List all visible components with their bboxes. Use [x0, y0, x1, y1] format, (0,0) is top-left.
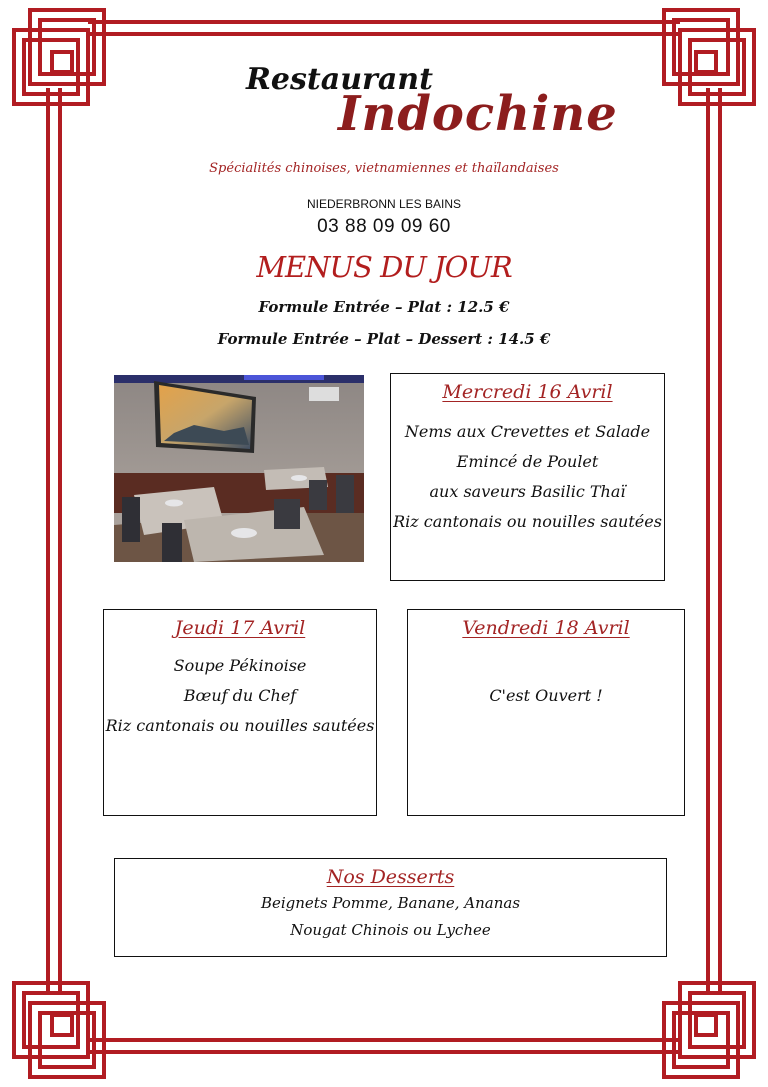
formule-entree-plat-dessert: Formule Entrée – Plat – Dessert : 14.5 €: [217, 330, 551, 348]
menu-item: Nems aux Crevettes et Salade: [404, 422, 651, 441]
day-title: Mercredi 16 Avril: [442, 381, 613, 403]
day-title: Jeudi 17 Avril: [174, 617, 306, 639]
logo-indochine-word: Indochine: [338, 86, 618, 142]
city-name: NIEDERBRONN LES BAINS: [306, 197, 462, 211]
menu-item: Riz cantonais ou nouilles sautées: [393, 512, 662, 531]
menus-title: MENUS DU JOUR: [256, 250, 512, 284]
phone-number: 03 88 09 09 60: [317, 216, 451, 237]
menu-item: Riz cantonais ou nouilles sautées: [105, 716, 375, 735]
menu-item: aux saveurs Basilic Thaï: [429, 482, 626, 501]
desserts-card: [114, 858, 667, 957]
dessert-item: Nougat Chinois ou Lychee: [290, 921, 491, 939]
logo-restaurant-word: Restaurant: [246, 62, 433, 97]
tagline: Spécialités chinoises, vietnamiennes et thaïlandaises: [209, 161, 559, 176]
menu-item: Soupe Pékinoise: [173, 656, 307, 675]
menu-item: Emincé de Poulet: [456, 452, 599, 471]
desserts-title: Nos Desserts: [326, 866, 455, 888]
day-title: Vendredi 18 Avril: [462, 617, 630, 639]
menu-item: C'est Ouvert !: [489, 686, 603, 705]
formule-entree-plat: Formule Entrée – Plat : 12.5 €: [258, 298, 510, 316]
menu-card-vendredi: [407, 609, 685, 816]
dessert-item: Beignets Pomme, Banane, Ananas: [260, 894, 521, 912]
restaurant-dining-room-photo: [114, 375, 364, 562]
menu-card-mercredi: [390, 373, 665, 581]
menu-item: Bœuf du Chef: [183, 686, 297, 705]
menu-card-jeudi: [103, 609, 377, 816]
